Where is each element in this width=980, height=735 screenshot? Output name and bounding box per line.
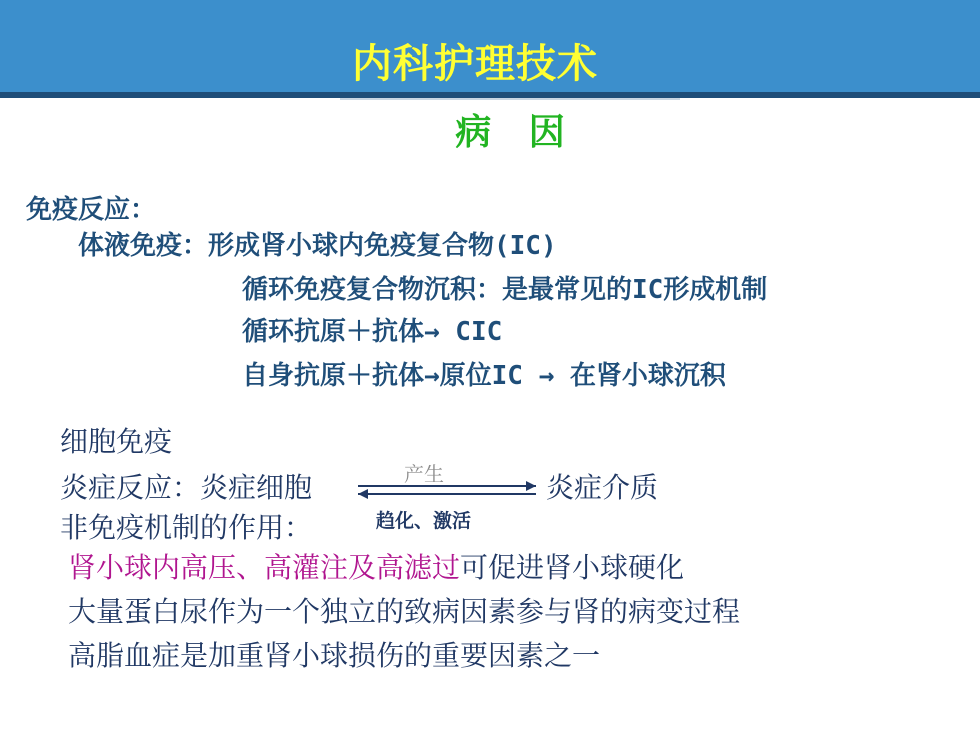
proteinuria-line: 大量蛋白尿作为一个独立的致病因素参与肾的病变过程 bbox=[68, 595, 741, 628]
immune-heading: 免疫反应： bbox=[26, 195, 157, 225]
header-underline bbox=[340, 98, 680, 100]
inflammation-left-text: 炎症反应：炎症细胞 bbox=[60, 471, 313, 504]
non-immune-heading: 非免疫机制的作用： bbox=[60, 511, 313, 544]
slide-subtitle: 病 因 bbox=[455, 112, 565, 153]
glomerular-pressure-rest: 可促进肾小球硬化 bbox=[460, 551, 685, 584]
cic-line: 循环抗原＋抗体→ CIC bbox=[242, 317, 503, 347]
in-situ-ic-line: 自身抗原＋抗体→原位IC → 在肾小球沉积 bbox=[242, 361, 726, 391]
humoral-immunity-line: 体液免疫：形成肾小球内免疫复合物(IC) bbox=[78, 231, 557, 261]
glomerular-pressure-highlight: 肾小球内高压、高灌注及高滤过 bbox=[68, 551, 461, 584]
bidirectional-arrow-diagram bbox=[352, 456, 542, 532]
inflammation-right-text: 炎症介质 bbox=[546, 471, 659, 504]
circulating-ic-line: 循环免疫复合物沉积：是最常见的IC形成机制 bbox=[242, 275, 768, 305]
arrow-label-chemotaxis: 趋化、激活 bbox=[376, 510, 472, 532]
cellular-immunity-heading: 细胞免疫 bbox=[60, 425, 173, 458]
slide-title: 内科护理技术 bbox=[352, 41, 598, 87]
glomerular-pressure-line bbox=[68, 548, 684, 588]
hyperlipidemia-line: 高脂血症是加重肾小球损伤的重要因素之一 bbox=[68, 639, 601, 672]
arrow-label-produce: 产生 bbox=[404, 462, 444, 486]
